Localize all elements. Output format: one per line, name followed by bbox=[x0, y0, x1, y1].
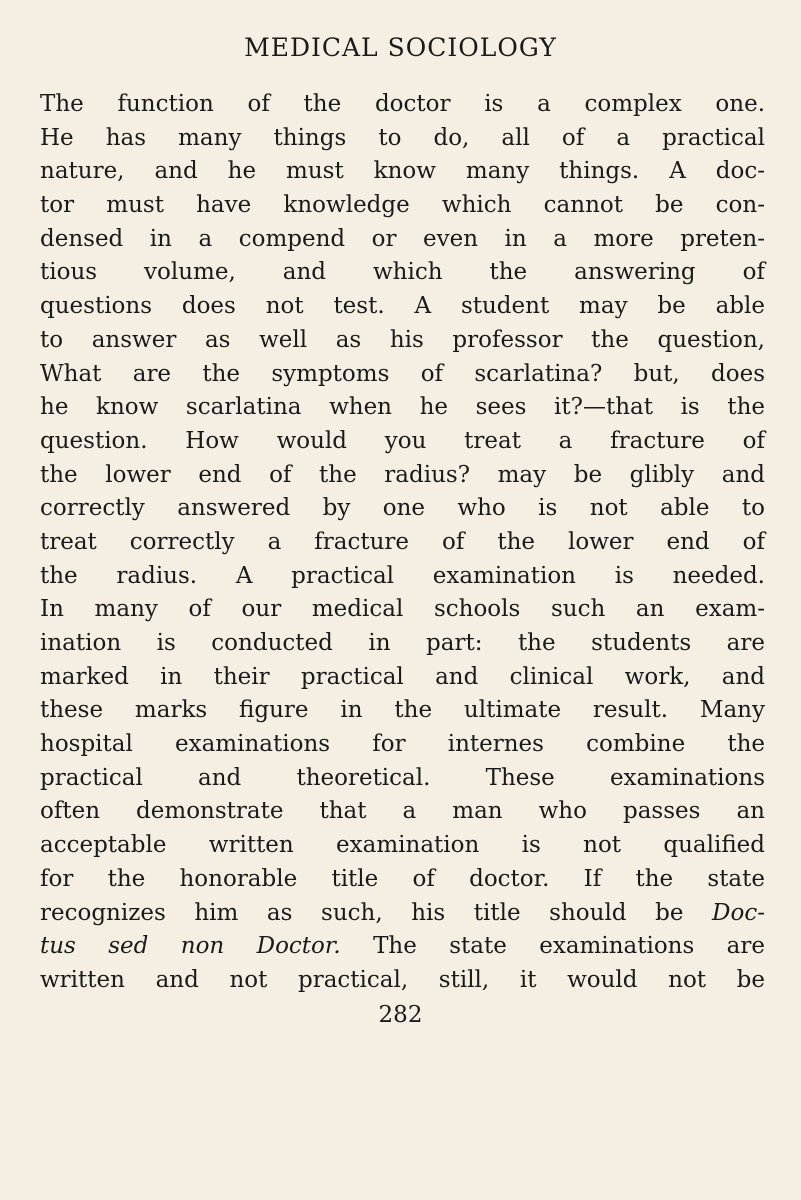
text-line: he know scarlatina when he sees it?—that is the bbox=[40, 394, 765, 421]
text-line: these marks figure in the ultimate result. Many bbox=[40, 697, 765, 724]
text-line-mixed bbox=[40, 930, 765, 964]
text-line: question. How would you treat a fracture of bbox=[40, 427, 765, 454]
text-line: densed in a compend or even in a more preten- bbox=[40, 225, 765, 252]
text-line: treat correctly a fracture of the lower end of bbox=[40, 528, 765, 555]
text-line: acceptable written examination is not qualified bbox=[40, 832, 765, 859]
text-line: the radius. A practical examination is needed. bbox=[40, 562, 765, 589]
text-line: He has many things to do, all of a practical bbox=[40, 124, 765, 151]
text-line: What are the symptoms of scarlatina? but, does bbox=[40, 360, 765, 387]
text-line: marked in their practical and clinical work, and bbox=[40, 663, 765, 690]
text-line: hospital examinations for internes combine the bbox=[40, 731, 765, 758]
text-line: ination is conducted in part: the students are bbox=[40, 630, 765, 656]
text-line-mixed bbox=[40, 897, 765, 931]
text-line: for the honorable title of doctor. If the state bbox=[40, 865, 765, 892]
text-line: the lower end of the radius? may be glibly and bbox=[40, 461, 765, 488]
text-regular: The state examinations are bbox=[340, 933, 765, 960]
running-head: MEDICAL SOCIOLOGY bbox=[244, 33, 557, 62]
text-italic: Doc- bbox=[712, 899, 765, 926]
text-line: often demonstrate that a man who passes an bbox=[40, 798, 765, 825]
text-line: tious volume, and which the answering of bbox=[40, 259, 765, 286]
body-text bbox=[40, 88, 765, 998]
text-line: written and not practical, still, it would not be bbox=[40, 966, 765, 993]
text-line: tor must have knowledge which cannot be con- bbox=[40, 192, 765, 219]
text-regular: recognizes him as such, his title should be bbox=[40, 899, 713, 926]
text-line: questions does not test. A student may be able bbox=[40, 293, 765, 320]
text-line: practical and theoretical. These examinations bbox=[40, 764, 765, 791]
text-line: The function of the doctor is a complex one. bbox=[40, 91, 765, 117]
text-line: nature, and he must know many things. A doc- bbox=[40, 158, 765, 185]
text-italic: tus sed non Doctor. bbox=[40, 933, 341, 960]
page-number: 282 bbox=[378, 1002, 423, 1028]
text-line: to answer as well as his professor the question, bbox=[40, 326, 765, 353]
text-line: correctly answered by one who is not able to bbox=[40, 495, 765, 522]
text-line: In many of our medical schools such an exam- bbox=[40, 596, 765, 623]
